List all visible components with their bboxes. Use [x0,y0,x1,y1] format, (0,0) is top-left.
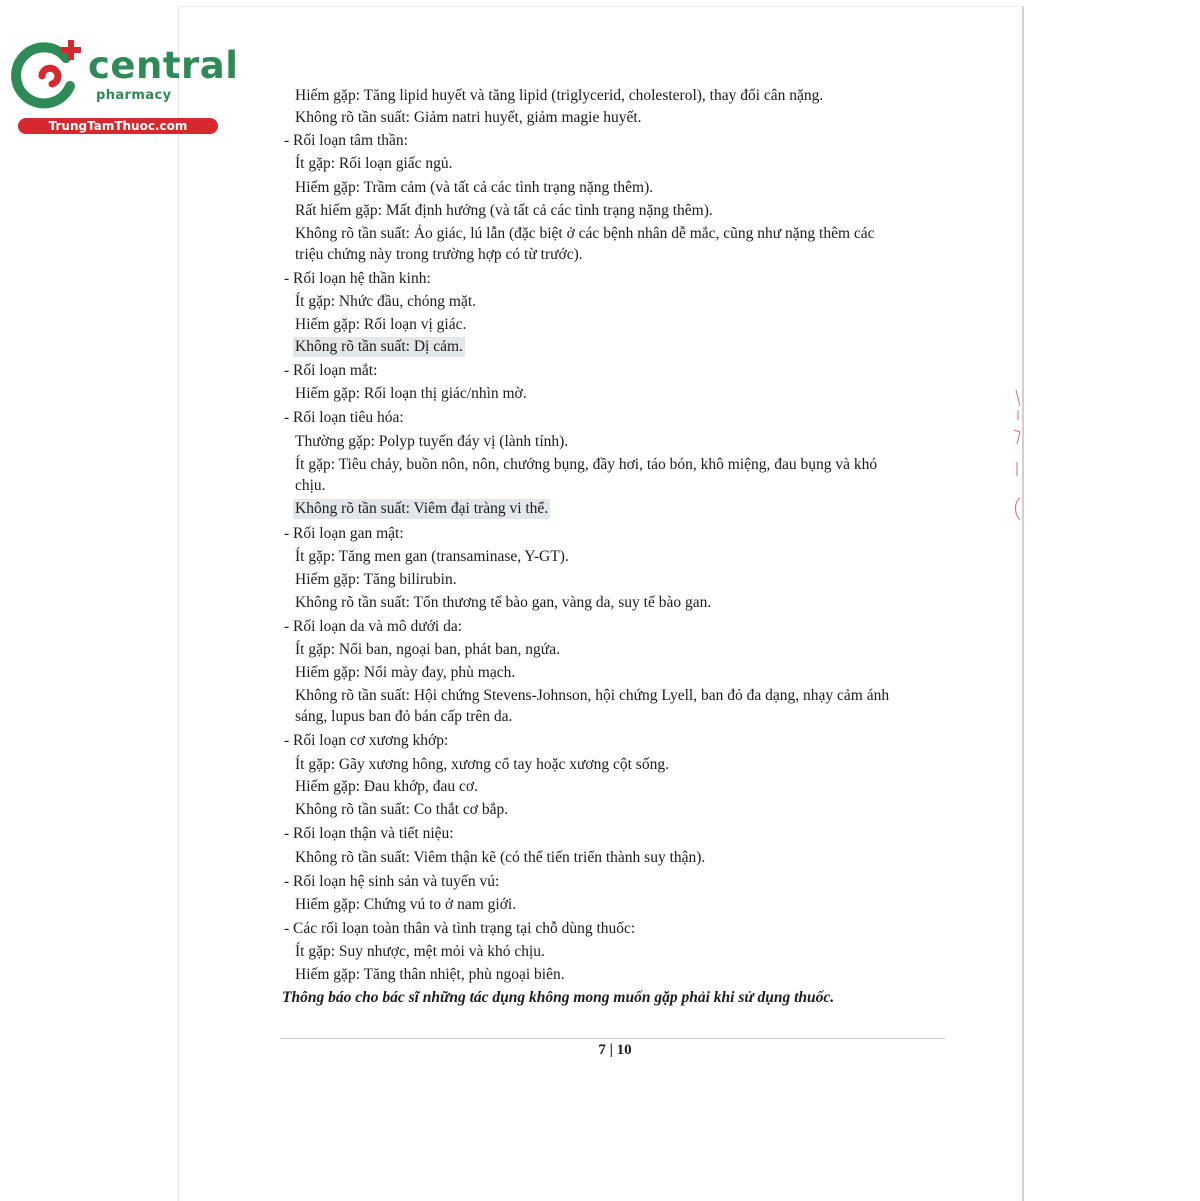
text-line: Không rõ tần suất: Viêm thận kẽ (có thể tiến triển thành suy thận). [295,849,706,866]
text-line: Hiếm gặp: Tăng thân nhiệt, phù ngoại biên. [295,966,565,983]
text-line: Hiếm gặp: Đau khớp, đau cơ. [295,778,478,795]
text-line: Hiếm gặp: Rối loạn thị giác/nhìn mờ. [295,385,527,402]
text-line: Ít gặp: Rối loạn giấc ngủ. [295,155,453,172]
text-line: Ít gặp: Suy nhược, mệt mỏi và khó chịu. [295,943,545,960]
logo-subtitle: pharmacy [96,88,172,103]
section-heading: - Rối loạn da và mô dưới da: [284,618,463,635]
text-line: Ít gặp: Gãy xương hông, xương cổ tay hoặc xương cột sống. [295,756,669,773]
logo-mark-icon [8,36,92,116]
text-line: Rất hiếm gặp: Mất định hướng (và tất cả các tình trạng nặng thêm). [295,202,713,219]
logo-url-badge[interactable]: TrungTamThuoc.com [18,118,218,134]
section-heading: - Rối loạn tiêu hóa: [284,409,404,426]
section-heading: - Rối loạn tâm thần: [284,132,408,149]
text-line: Không rõ tần suất: Giảm natri huyết, giảm magie huyết. [295,109,642,126]
text-line: chịu. [295,477,326,494]
text-line: Hiếm gặp: Tăng lipid huyết và tăng lipid (triglycerid, cholesterol), thay đổi cân nặng. [295,87,824,104]
page-number: 7 | 10 [598,1042,632,1058]
section-heading: - Rối loạn thận và tiết niệu: [284,825,454,842]
text-line: sáng, lupus ban đỏ bán cấp trên da. [295,708,513,725]
logo-wordmark: central [88,44,239,87]
central-pharmacy-logo[interactable] [8,36,239,136]
text-line: Ít gặp: Nổi ban, ngoại ban, phát ban, ngứa. [295,641,560,658]
text-line: Hiếm gặp: Chứng vú to ở nam giới. [295,896,517,913]
text-line: Hiếm gặp: Nổi mày đay, phù mạch. [295,664,516,681]
highlighted-line: Không rõ tần suất: Viêm đại tràng vi thể. [295,500,549,517]
text-line: Ít gặp: Tăng men gan (transaminase, Y-GT). [295,548,569,565]
section-heading: - Rối loạn gan mật: [284,525,404,542]
section-heading: - Các rối loạn toàn thân và tình trạng tại chỗ dùng thuốc: [284,920,636,937]
text-line: Ít gặp: Nhức đầu, chóng mặt. [295,293,477,310]
section-heading: - Rối loạn hệ thần kinh: [284,270,431,287]
section-heading: - Rối loạn cơ xương khớp: [284,732,449,749]
text-line: Thường gặp: Polyp tuyến đáy vị (lành tính). [295,433,569,450]
footer-divider [280,1038,945,1039]
section-heading: - Rối loạn hệ sinh sản và tuyến vú: [284,873,500,890]
text-line: Ít gặp: Tiêu chảy, buồn nôn, nôn, chướng bụng, đầy hơi, táo bón, khô miệng, đau bụng và khó [295,456,878,473]
text-line: Không rõ tần suất: Co thắt cơ bắp. [295,801,509,818]
text-line: Không rõ tần suất: Ảo giác, lú lẫn (đặc biệt ở các bệnh nhân dễ mắc, cũng như nặng thêm các [295,225,875,242]
highlighted-line: Không rõ tần suất: Dị cảm. [295,338,463,355]
closing-note: Thông báo cho bác sĩ những tác dụng không mong muốn gặp phải khi sử dụng thuốc. [282,989,835,1006]
text-line: Hiếm gặp: Rối loạn vị giác. [295,316,467,333]
margin-annotation-marks [1008,380,1028,530]
text-line: triệu chứng này trong trường hợp có từ trước). [295,246,583,263]
text-line: Không rõ tần suất: Hội chứng Stevens-Johnson, hội chứng Lyell, ban đỏ đa dạng, nhạy cảm ánh [295,687,890,704]
section-heading: - Rối loạn mắt: [284,362,378,379]
text-line: Hiếm gặp: Tăng bilirubin. [295,571,457,588]
text-line: Không rõ tần suất: Tổn thương tế bào gan, vàng da, suy tế bào gan. [295,594,712,611]
text-line: Hiếm gặp: Trầm cảm (và tất cả các tình trạng nặng thêm). [295,179,654,196]
